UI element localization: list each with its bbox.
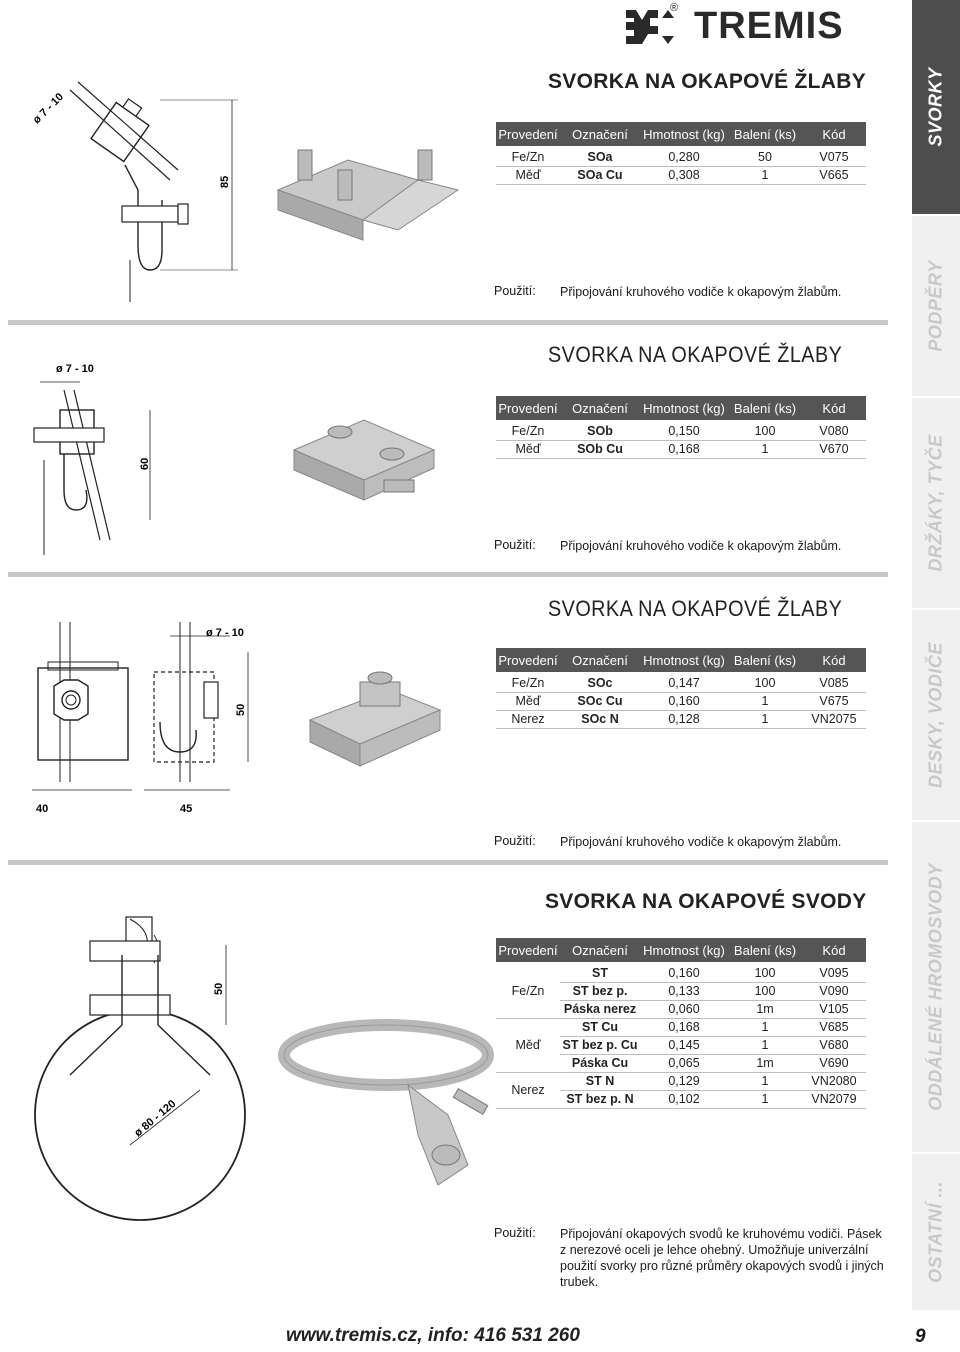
table-row: Fe/Zn SOa 0,280 50 V075 [496, 146, 866, 167]
section-title: SVORKA NA OKAPOVÉ ŽLABY [548, 596, 843, 621]
dim-diameter: ø 80 - 120 [132, 1097, 179, 1140]
table-row: Páska Cu 0,065 1m V690 [496, 1055, 866, 1073]
dim-height: 60 [139, 457, 151, 470]
table-row: Fe/Zn SOb 0,150 100 V080 [496, 420, 866, 441]
product-photo-sob [284, 410, 454, 520]
table-row: ST bez p. Cu 0,145 1 V680 [496, 1037, 866, 1055]
group-label: Nerez [496, 1073, 560, 1109]
usage-text: Připojování kruhového vodiče k okapovým žlabům. [560, 285, 842, 299]
table-row: Měď SOb Cu 0,168 1 V670 [496, 441, 866, 459]
header-kod: Kód [802, 122, 866, 146]
tab-label: OSTATNÍ ... [925, 1181, 946, 1283]
section-divider [8, 860, 888, 865]
table-row: Měď SOc Cu 0,160 1 V675 [496, 693, 866, 711]
table-header-row [496, 122, 866, 146]
tab-oddalene-hromosvody[interactable] [912, 822, 960, 1154]
dim-diameter: ø 7 - 10 [30, 90, 67, 127]
dim-diameter: ø 7 - 10 [206, 627, 244, 639]
product-table-st [496, 938, 866, 1109]
group-label: Měď [496, 1019, 560, 1073]
usage-label: Použití: [494, 284, 536, 298]
table-row: Nerez ST N 0,129 1 VN2080 [496, 1073, 866, 1091]
section-divider [8, 320, 888, 325]
dim-diameter: ø 7 - 10 [56, 363, 94, 375]
table-row: ST bez p. 0,133 100 V090 [496, 983, 866, 1001]
dim-width-front: 40 [36, 803, 49, 815]
section-title: SVORKA NA OKAPOVÉ ŽLABY [548, 342, 843, 367]
tab-label: PODPĚRY [925, 260, 946, 352]
dim-height: 85 [219, 175, 231, 188]
tab-drzaky-tyce[interactable] [912, 398, 960, 610]
brand-logo [622, 4, 892, 46]
technical-drawing-sob [20, 350, 170, 560]
table-row: Nerez SOc N 0,128 1 VN2075 [496, 711, 866, 729]
section-divider [8, 572, 888, 577]
tab-label: SVORKY [925, 67, 946, 147]
dim-height: 50 [213, 982, 225, 995]
header-hmotnost: Hmotnost (kg) [640, 122, 728, 146]
section-title: SVORKA NA OKAPOVÉ SVODY [545, 890, 867, 913]
brand-name: TREMIS [694, 5, 844, 47]
table-header-row: Provedení Označení Hmotnost (kg) Balení (ks) Kód [496, 648, 866, 672]
section-title: SVORKA NA OKAPOVÉ ŽLABY [548, 70, 867, 93]
table-row: Měď SOa Cu 0,308 1 V665 [496, 167, 866, 185]
page-number: 9 [915, 1326, 926, 1347]
usage-label: Použití: [494, 538, 536, 552]
technical-drawing-soc [20, 612, 270, 822]
tab-label: DRŽÁKY, TYČE [925, 434, 946, 572]
header-provedeni: Provedení [496, 122, 560, 146]
tab-svorky[interactable] [912, 0, 960, 216]
product-photo-soa [268, 130, 468, 260]
group-label: Fe/Zn [496, 962, 560, 1019]
tab-desky-vodice[interactable] [912, 610, 960, 822]
tab-label: DESKY, VODIČE [925, 642, 946, 788]
table-row: Fe/Zn SOc 0,147 100 V085 [496, 672, 866, 693]
tab-podpery[interactable] [912, 216, 960, 398]
tab-label: ODDÁLENÉ HROMOSVODY [925, 863, 946, 1111]
usage-text: Připojování okapových svodů ke kruhovému vodiči. Pásek z nerezové oceli je lehce ohebný. Umožňuje univerzální použití svorky pro různé průměry okapových svodů i jiných trubek. [560, 1227, 884, 1289]
dim-width-side: 45 [180, 803, 193, 815]
usage-text: Připojování kruhového vodiče k okapovým žlabům. [560, 835, 842, 849]
table-row: Měď ST Cu 0,168 1 V685 [496, 1019, 866, 1037]
technical-drawing-soa [10, 70, 250, 310]
table-row: ST bez p. N 0,102 1 VN2079 [496, 1091, 866, 1109]
table-row: Páska nerez 0,060 1m V105 [496, 1001, 866, 1019]
table-header-row: Provedení Označení Hmotnost (kg) Balení (ks) Kód [496, 396, 866, 420]
footer-contact[interactable]: www.tremis.cz, info: 416 531 260 [286, 1325, 580, 1346]
product-table [496, 396, 866, 459]
table-row: Fe/Zn ST 0,160 100 V095 [496, 962, 866, 983]
header-oznaceni: Označení [560, 122, 640, 146]
dim-height: 50 [235, 703, 247, 716]
product-table [496, 648, 866, 729]
usage-label: Použití: [494, 834, 536, 848]
table-header-row: Provedení Označení Hmotnost (kg) Balení (ks) Kód [496, 938, 866, 962]
product-table [496, 122, 866, 185]
product-photo-st [268, 1005, 498, 1195]
technical-drawing-st [30, 905, 260, 1235]
tab-ostatni[interactable] [912, 1154, 960, 1312]
product-photo-soc [300, 660, 470, 780]
registered-mark: ® [670, 2, 679, 14]
usage-text: Připojování kruhového vodiče k okapovým žlabům. [560, 539, 842, 553]
usage-label: Použití: [494, 1226, 536, 1240]
header-baleni: Balení (ks) [728, 122, 802, 146]
